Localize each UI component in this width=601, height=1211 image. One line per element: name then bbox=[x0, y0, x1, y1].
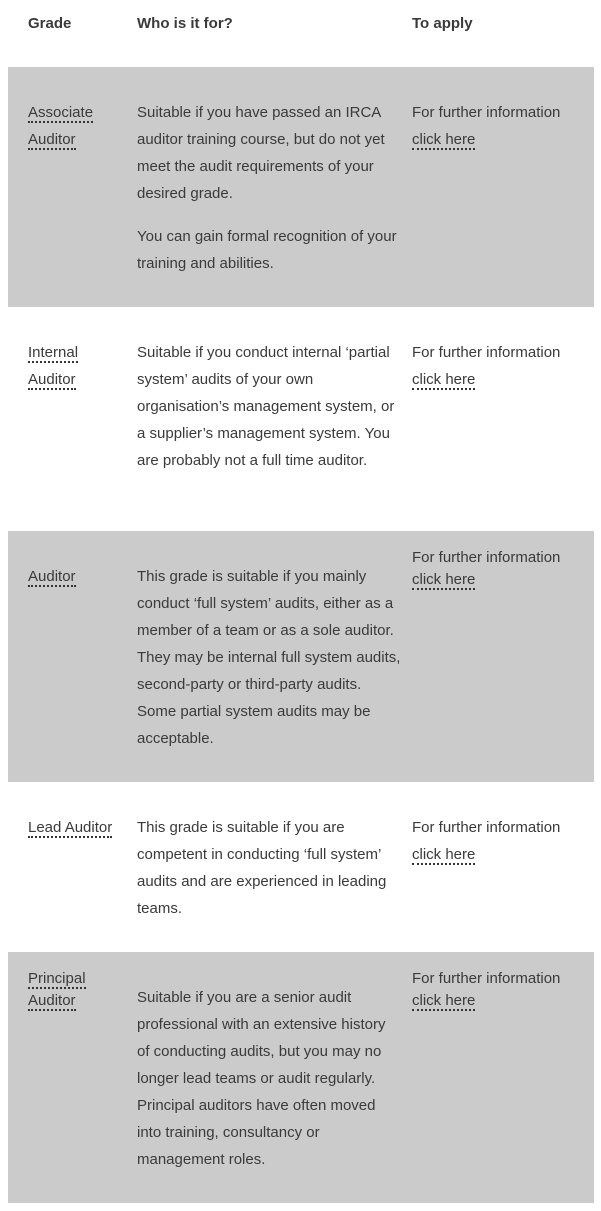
who-text-2: You can gain formal recognition of your training and abilities. bbox=[137, 228, 397, 272]
table-header bbox=[8, 0, 594, 67]
grade-cell bbox=[28, 339, 128, 393]
apply-cell bbox=[412, 339, 594, 393]
who-text: Suitable if you have passed an IRCA auditor training course, but do not yet meet the audit requirements of your desired grade. bbox=[137, 104, 385, 202]
who-text: This grade is suitable if you are competent in conducting ‘full system’ audits and are experienced in leading teams. bbox=[137, 819, 387, 917]
apply-cell bbox=[412, 814, 594, 868]
who-text: This grade is suitable if you mainly conduct ‘full system’ audits, either as a member of a team or as a sole auditor. They may be internal full system audits, second-party or third-party audits. Some partial system audits may be acceptable. bbox=[137, 568, 401, 747]
grade-cell bbox=[28, 814, 128, 841]
who-text: Suitable if you are a senior audit professional with an extensive history of conducting audits, but you may no longer lead teams or audit regularly. Principal auditors have often moved into training, consultancy or management roles. bbox=[137, 989, 386, 1168]
header-who: Who is it for? bbox=[137, 15, 233, 32]
table-row-lead-auditor bbox=[8, 782, 594, 952]
click-here-link[interactable]: click here bbox=[412, 846, 476, 863]
apply-cell bbox=[412, 547, 594, 591]
apply-text: For further information bbox=[412, 104, 561, 121]
table-row-auditor bbox=[8, 531, 594, 782]
grade-link-auditor[interactable]: Auditor bbox=[28, 371, 76, 388]
apply-cell bbox=[412, 99, 594, 153]
header-grade: Grade bbox=[28, 15, 72, 32]
who-cell bbox=[137, 563, 402, 752]
who-cell bbox=[137, 984, 402, 1173]
table-row-internal-auditor bbox=[8, 307, 594, 531]
grade-cell bbox=[28, 99, 128, 153]
apply-cell bbox=[412, 968, 594, 1012]
grade-link-auditor[interactable]: Auditor bbox=[28, 131, 76, 148]
table-row-principal-auditor bbox=[8, 952, 594, 1203]
table-row-associate-auditor bbox=[8, 67, 594, 307]
grade-link-lead-auditor[interactable]: Lead Auditor bbox=[28, 819, 113, 836]
who-cell bbox=[137, 339, 402, 474]
grade-link-principal[interactable]: Principal bbox=[28, 970, 86, 987]
grade-cell bbox=[28, 563, 128, 590]
grade-cell bbox=[28, 968, 128, 1012]
who-cell bbox=[137, 99, 402, 277]
who-cell bbox=[137, 814, 402, 922]
apply-text: For further information bbox=[412, 549, 561, 566]
apply-text: For further information bbox=[412, 970, 561, 987]
who-text: Suitable if you conduct internal ‘partial system’ audits of your own organisation’s management system, or a supplier’s management system. You are probably not a full time auditor. bbox=[137, 344, 395, 469]
apply-text: For further information bbox=[412, 344, 561, 361]
click-here-link[interactable]: click here bbox=[412, 992, 476, 1009]
grade-link-internal[interactable]: Internal bbox=[28, 344, 79, 361]
grade-link-auditor[interactable]: Auditor bbox=[28, 568, 76, 585]
apply-text: For further information bbox=[412, 819, 561, 836]
header-apply: To apply bbox=[412, 15, 473, 32]
click-here-link[interactable]: click here bbox=[412, 371, 476, 388]
grade-link-associate[interactable]: Associate bbox=[28, 104, 94, 121]
click-here-link[interactable]: click here bbox=[412, 131, 476, 148]
click-here-link[interactable]: click here bbox=[412, 571, 476, 588]
grade-link-auditor[interactable]: Auditor bbox=[28, 992, 76, 1009]
